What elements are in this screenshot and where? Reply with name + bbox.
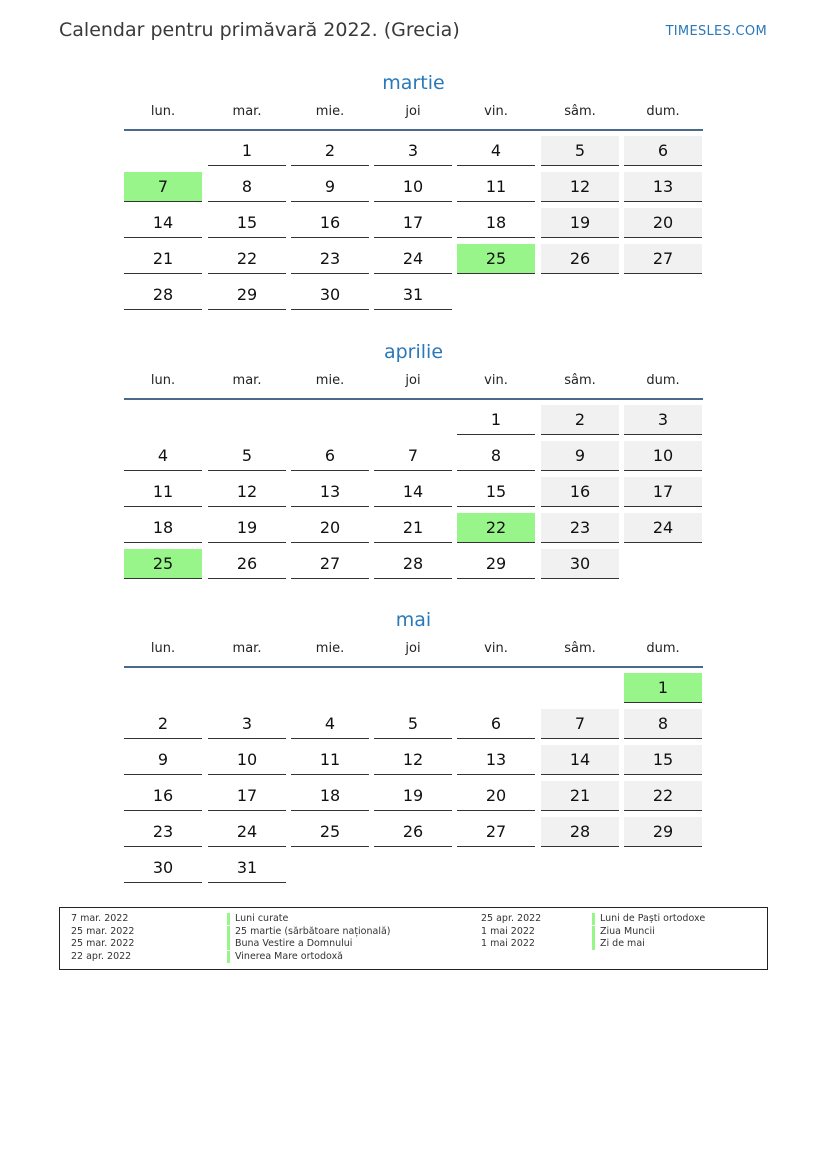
day-cell: 23: [124, 817, 202, 847]
day-cell: 2: [541, 405, 619, 435]
legend-date: 1 mai 2022: [481, 938, 535, 950]
holiday-day-cell: 22: [457, 513, 535, 543]
day-cell: 31: [208, 853, 286, 883]
weekday-label: sâm.: [564, 104, 596, 119]
weekday-label: dum.: [646, 104, 680, 119]
day-cell: 23: [291, 244, 369, 274]
holiday-legend: [59, 907, 768, 970]
weekday-label: mie.: [315, 373, 345, 388]
weekday-header: [124, 97, 703, 131]
day-cell: 8: [457, 441, 535, 471]
weekday-label: dum.: [646, 373, 680, 388]
day-cell: 7: [374, 441, 452, 471]
day-cell: 19: [374, 781, 452, 811]
weekday-label: lun.: [150, 641, 176, 656]
weekday-label: lun.: [150, 104, 176, 119]
day-cell: 2: [291, 136, 369, 166]
legend-holiday-name: Luni curate: [227, 913, 288, 925]
day-cell: 14: [374, 477, 452, 507]
weekday-label: dum.: [646, 641, 680, 656]
day-cell: 10: [208, 745, 286, 775]
day-cell: 13: [624, 172, 702, 202]
day-cell: 3: [374, 136, 452, 166]
weekday-header: [124, 366, 703, 400]
weekday-label: sâm.: [564, 641, 596, 656]
day-cell: 30: [541, 549, 619, 579]
day-cell: 12: [208, 477, 286, 507]
day-cell: 27: [291, 549, 369, 579]
weekday-label: mar.: [232, 641, 262, 656]
month-title: aprilie: [383, 341, 444, 363]
legend-holiday-name: Buna Vestire a Domnului: [227, 938, 352, 950]
weekday-label: vin.: [484, 104, 508, 119]
month-title: martie: [382, 72, 445, 94]
day-cell: 6: [291, 441, 369, 471]
month-title: mai: [395, 609, 432, 631]
day-cell: 9: [291, 172, 369, 202]
day-cell: 25: [291, 817, 369, 847]
day-cell: 1: [457, 405, 535, 435]
day-cell: 5: [208, 441, 286, 471]
weekday-label: vin.: [484, 641, 508, 656]
day-cell: 27: [624, 244, 702, 274]
legend-date: 25 apr. 2022: [481, 913, 542, 924]
day-cell: 3: [208, 709, 286, 739]
day-cell: 6: [457, 709, 535, 739]
day-cell: 19: [541, 208, 619, 238]
day-cell: 17: [208, 781, 286, 811]
day-cell: 28: [541, 817, 619, 847]
weekday-label: mie.: [315, 641, 345, 656]
day-cell: 12: [541, 172, 619, 202]
day-cell: 29: [208, 280, 286, 310]
day-cell: 29: [457, 549, 535, 579]
day-cell: 22: [624, 781, 702, 811]
day-cell: 18: [457, 208, 535, 238]
day-cell: 16: [124, 781, 202, 811]
day-cell: 18: [124, 513, 202, 543]
day-cell: 16: [541, 477, 619, 507]
day-cell: 6: [624, 136, 702, 166]
day-cell: 31: [374, 280, 452, 310]
month-mai: [124, 606, 703, 877]
day-cell: 8: [624, 709, 702, 739]
holiday-day-cell: 25: [124, 549, 202, 579]
legend-date: 25 mar. 2022: [71, 938, 135, 950]
day-cell: 20: [291, 513, 369, 543]
day-cell: 30: [124, 853, 202, 883]
legend-date: 1 mai 2022: [481, 925, 535, 937]
day-cell: 27: [457, 817, 535, 847]
legend-holiday-name: 25 martie (sărbătoare națională): [227, 926, 391, 938]
holiday-day-cell: 25: [457, 244, 535, 274]
day-cell: 11: [457, 172, 535, 202]
holiday-day-cell: 1: [624, 673, 702, 703]
day-cell: 13: [291, 477, 369, 507]
day-cell: 9: [124, 745, 202, 775]
day-cell: 30: [291, 280, 369, 310]
day-cell: 5: [374, 709, 452, 739]
legend-date: 7 mar. 2022: [71, 913, 129, 924]
day-cell: 29: [624, 817, 702, 847]
day-cell: 12: [374, 745, 452, 775]
legend-date: 25 mar. 2022: [71, 925, 135, 937]
day-cell: 7: [541, 709, 619, 739]
legend-holiday-name: Zi de mai: [592, 938, 645, 950]
day-cell: 9: [541, 441, 619, 471]
day-cell: 23: [541, 513, 619, 543]
day-cell: 11: [291, 745, 369, 775]
day-cell: 2: [124, 709, 202, 739]
day-cell: 15: [208, 208, 286, 238]
weekday-label: mar.: [232, 373, 262, 388]
day-cell: 10: [374, 172, 452, 202]
day-cell: 14: [124, 208, 202, 238]
weekday-header: [124, 634, 703, 668]
day-cell: 5: [541, 136, 619, 166]
day-cell: 15: [624, 745, 702, 775]
legend-holiday-name: Ziua Muncii: [592, 926, 655, 938]
weekday-label: joi: [405, 373, 421, 388]
brand-logo-text[interactable]: TIMESLES.COM: [665, 24, 767, 39]
day-cell: 28: [374, 549, 452, 579]
day-cell: 4: [124, 441, 202, 471]
day-cell: 13: [457, 745, 535, 775]
day-cell: 26: [541, 244, 619, 274]
weekday-label: joi: [405, 104, 421, 119]
day-cell: 24: [208, 817, 286, 847]
day-cell: 10: [624, 441, 702, 471]
month-aprilie: [124, 338, 703, 573]
day-cell: 22: [208, 244, 286, 274]
day-cell: 21: [374, 513, 452, 543]
day-cell: 20: [457, 781, 535, 811]
month-martie: [124, 69, 703, 304]
day-cell: 21: [124, 244, 202, 274]
day-cell: 14: [541, 745, 619, 775]
day-cell: 17: [374, 208, 452, 238]
day-cell: 4: [457, 136, 535, 166]
weekday-label: vin.: [484, 373, 508, 388]
day-cell: 20: [624, 208, 702, 238]
day-cell: 26: [208, 549, 286, 579]
weekday-label: lun.: [150, 373, 176, 388]
day-cell: 16: [291, 208, 369, 238]
day-cell: 3: [624, 405, 702, 435]
holiday-day-cell: 7: [124, 172, 202, 202]
legend-holiday-name: Luni de Paști ortodoxe: [592, 913, 705, 925]
day-cell: 26: [374, 817, 452, 847]
day-cell: 21: [541, 781, 619, 811]
day-cell: 11: [124, 477, 202, 507]
weekday-label: mar.: [232, 104, 262, 119]
day-cell: 8: [208, 172, 286, 202]
weekday-label: joi: [405, 641, 421, 656]
weekday-label: sâm.: [564, 373, 596, 388]
legend-holiday-name: Vinerea Mare ortodoxă: [227, 951, 343, 963]
day-cell: 28: [124, 280, 202, 310]
day-cell: 15: [457, 477, 535, 507]
page-title: Calendar pentru primăvară 2022. (Grecia): [59, 19, 460, 41]
day-cell: 18: [291, 781, 369, 811]
day-cell: 17: [624, 477, 702, 507]
weekday-label: mie.: [315, 104, 345, 119]
day-cell: 4: [291, 709, 369, 739]
day-cell: 24: [374, 244, 452, 274]
legend-date: 22 apr. 2022: [71, 951, 132, 963]
day-cell: 1: [208, 136, 286, 166]
day-cell: 19: [208, 513, 286, 543]
day-cell: 24: [624, 513, 702, 543]
